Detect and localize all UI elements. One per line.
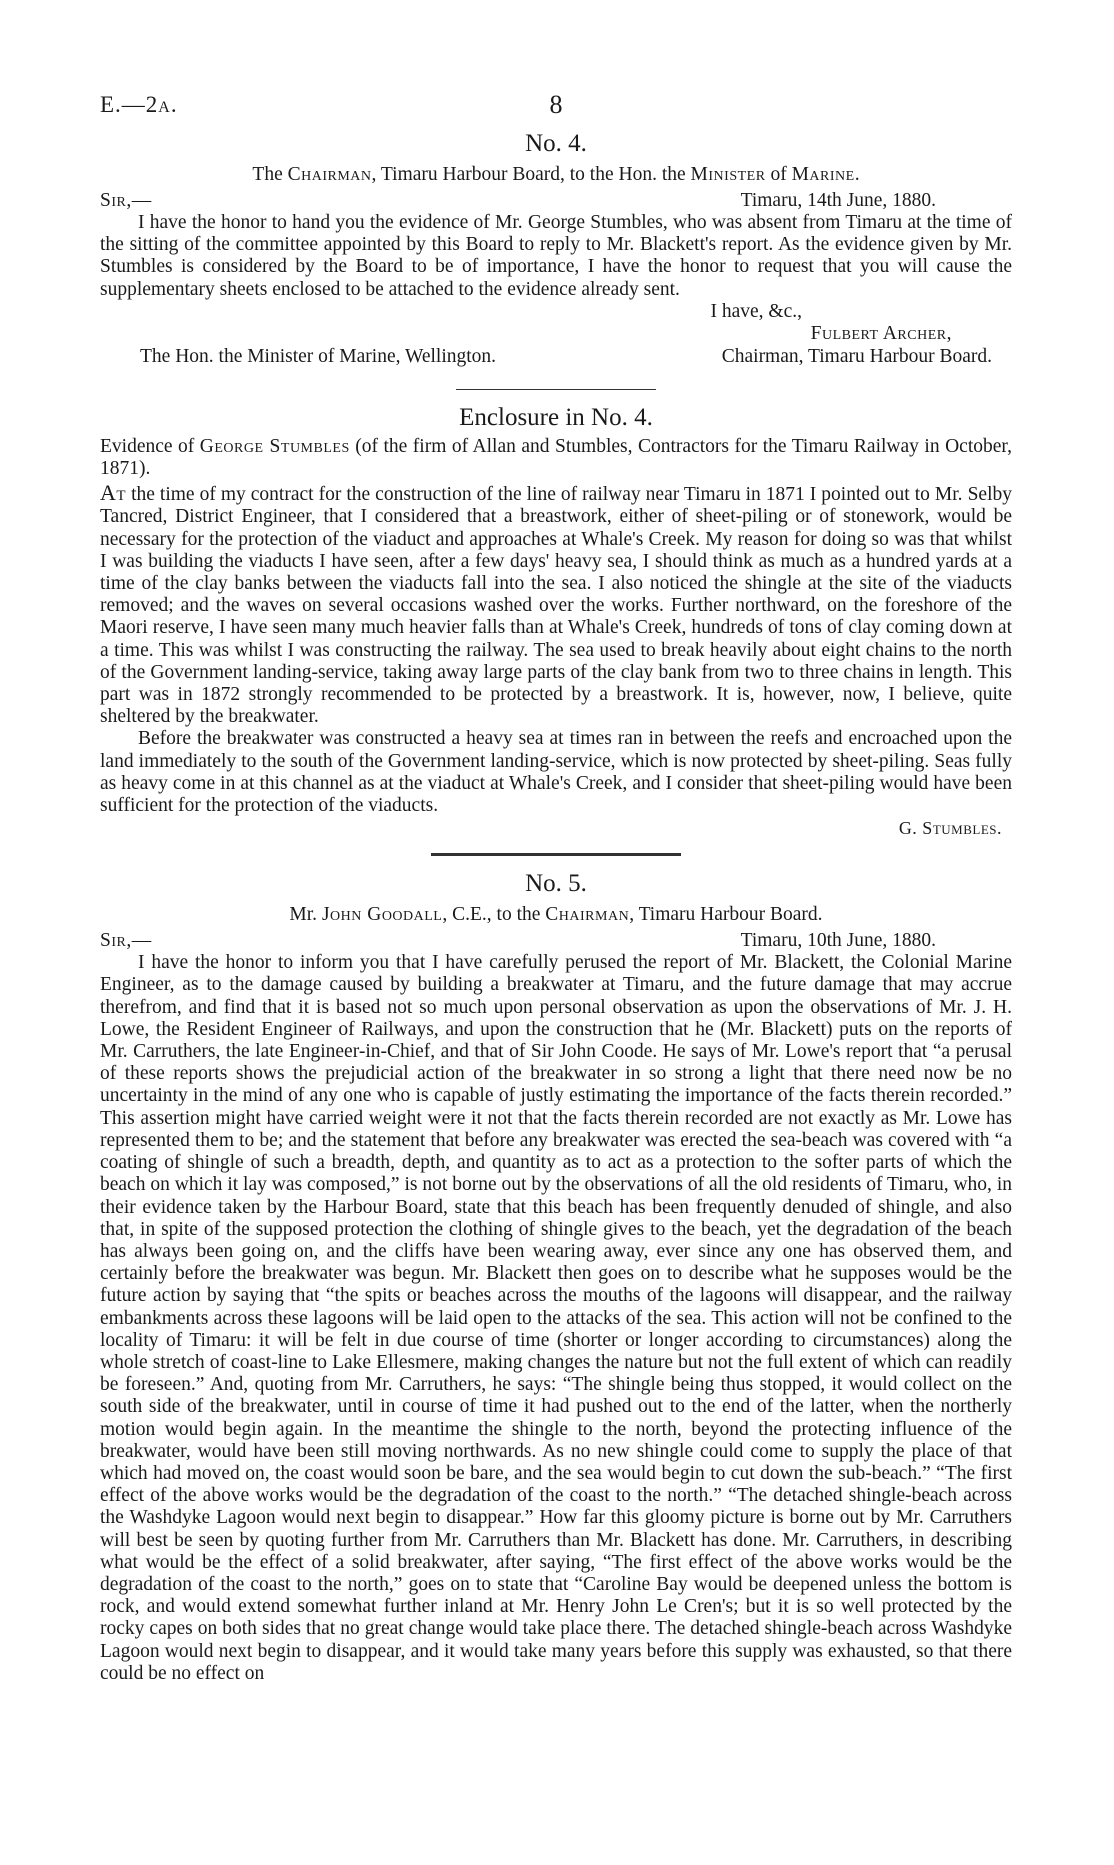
salutation-date-row <box>100 929 1012 952</box>
enclosure-signature: G. Stumbles. <box>898 818 1002 839</box>
letter-heading-no5: No. 5. <box>525 870 587 898</box>
addressee-row <box>100 345 1012 369</box>
enclosure-paragraph-2: Before the breakwater was constructed a heavy sea at times ran in between the reefs and encroached upon the land immediately to the south of the Government landing-service, which is now protected by sheet-piling. Seas fully as heavy come in at this channel as at the viaduct at Whale's Creek, and I consider that sheet-piling would have been sufficient for the protection of the viaducts. <box>100 728 1012 817</box>
signature-name: Fulbert Archer, <box>810 322 952 344</box>
closing: I have, &c., <box>710 300 802 322</box>
enclosure-heading: Enclosure in No. 4. <box>459 403 653 431</box>
document-page <box>100 92 1012 1685</box>
letter-date: Timaru, 10th June, 1880. <box>740 930 936 952</box>
running-header <box>100 92 1012 122</box>
letter-body: I have the honor to hand you the evidence of Mr. George Stumbles, who was absent from Timaru at the time of the sitting of the committee appointed by this Board to reply to Mr. Blackett's report. As the evidence given by Mr. Stumbles is considered by the Board to be of importance, I have the honor to request that you will cause the supplementary sheets enclosed to be attached to the evidence already sent. <box>100 212 1012 300</box>
salutation-date-row <box>100 189 1012 212</box>
letter-heading-no4: No. 4. <box>525 130 587 157</box>
closing-row <box>100 301 1012 323</box>
signature-title: Chairman, Timaru Harbour Board. <box>721 345 992 367</box>
enclosure-subtitle: Evidence of George Stumbles (of the firm of Allan and Stumbles, Contractors for the Timaru Railway in October, 1871). <box>100 435 1012 480</box>
letter-date: Timaru, 14th June, 1880. <box>740 190 936 211</box>
salutation: Sir,— <box>100 190 152 211</box>
section-code: E.—2a. <box>100 92 178 117</box>
addressee: The Hon. the Minister of Marine, Wellington. <box>140 345 497 367</box>
enclosure-paragraph-1: At the time of my contract for the construction of the line of railway near Timaru in 1871 I pointed out to Mr. Selby Tancred, District Engineer, that I considered that a breastwork, either of sheet-piling or of stonework, would be necessary for the protection of the viaduct and approaches at Whale's Creek. My reason for doing so was that whilst I was building the viaducts I have seen, after a few days' heavy sea, I should think as much as a hundred yards at a time of the clay banks between the viaducts fall into the sea. I also noticed the shingle at the site of the viaducts removed; and the waves on several occasions washed over the works. Further northward, on the foreshore of the Maori reserve, I have seen many much heavier falls than at Whale's Creek, hundreds of tons of clay coming down at a time. This was whilst I was constructing the railway. The sea used to break heavily about eight chains to the north of the Government landing-service, taking away large parts of the clay bank from two to three chains in length. This part was in 1872 strongly recommended to be protected by a breastwork. It is, however, now, I believe, quite sheltered by the breakwater. <box>100 480 1012 728</box>
divider <box>431 853 681 856</box>
letter-title-no4: The Chairman, Timaru Harbour Board, to the Hon. the Minister of Marine. <box>252 164 860 185</box>
page-number: 8 <box>549 90 563 119</box>
salutation: Sir,— <box>100 930 152 952</box>
divider <box>456 389 656 390</box>
letter-title-no5: Mr. John Goodall, C.E., to the Chairman, Timaru Harbour Board. <box>289 904 823 926</box>
letter-body: I have the honor to inform you that I have carefully perused the report of Mr. Blackett, the Colonial Marine Engineer, as to the damage caused by building a breakwater at Timaru, and the future damage that may accrue therefrom, and find that it is based not so much upon personal observation as upon the observations of Mr. J. H. Lowe, the Resident Engineer of Railways, and upon the construction that he (Mr. Blackett) puts on the reports of Mr. Carruthers, the late Engineer-in-Chief, and that of Sir John Coode. He says of Mr. Lowe's report that “a perusal of these reports shows the prejudicial action of the breakwater in so strong a light that there need now be no uncertainty in the mind of any one who is capable of justly estimating the importance of the facts therein recorded.” This assertion might have carried weight were it not that the facts therein recorded are not exactly as Mr. Lowe has represented them to be; and the statement that before any breakwater was erected the sea-beach was covered with “a coating of shingle of such a breadth, depth, and quantity as to act as a protection to the softer parts of which the beach on which it lay was composed,” is not borne out by the observations of all the old residents of Timaru, who, in their evidence taken by the Harbour Board, state that this beach has been frequently denuded of shingle, and also that, in spite of the supposed protection the clothing of shingle gives to the beach, yet the degradation of the beach has always been going on, and the cliffs have been wearing away, ever since any one has observed them, and certainly before the breakwater was begun. Mr. Blackett then goes on to describe what he supposes would be the future action by saying that “the spits or beaches across the mouths of the lagoons will disappear, and the railway embankments across these lagoons will be laid open to the attacks of the sea. This action will not be confined to the locality of Timaru: it will be felt in due course of time (shorter or longer according to circumstances) along the whole stretch of coast-line to Lake Ellesmere, making changes the nature but not the full extent of which can readily be foreseen.” And, quoting from Mr. Carruthers, he says: “The shingle being thus stopped, it would collect on the south side of the breakwater, until in course of time it had pushed out to the end of the latter, when the northerly motion would begin again. In the meantime the shingle to the north, beyond the protecting influence of the breakwater, would have been still moving northwards. As no new shingle could come to supply the place of that which had moved on, the coast would soon be bare, and the sea would begin to cut down the sub-beach.” “The first effect of the above works would be the degradation of the coast to the north.” “The detached shingle-beach across the Washdyke Lagoon would next begin to disappear.” How far this gloomy picture is borne out by Mr. Carruthers will best be seen by quoting further from Mr. Carruthers than Mr. Blackett has done. Mr. Carruthers, in describing what would be the effect of a solid breakwater, after saying, “The first effect of the above works would be the degradation of the coast to the north,” goes on to state that “Caroline Bay would be deepened unless the bottom is rock, and would extend somewhat further inland at Mr. Henry John Le Cren's; but it is so well protected by the rocky capes on both sides that no great change would take place there. The detached shingle-beach across Washdyke Lagoon would next begin to disappear, and it would take many years before this supply was exhausted, so that there could be no effect on <box>100 952 1012 1684</box>
